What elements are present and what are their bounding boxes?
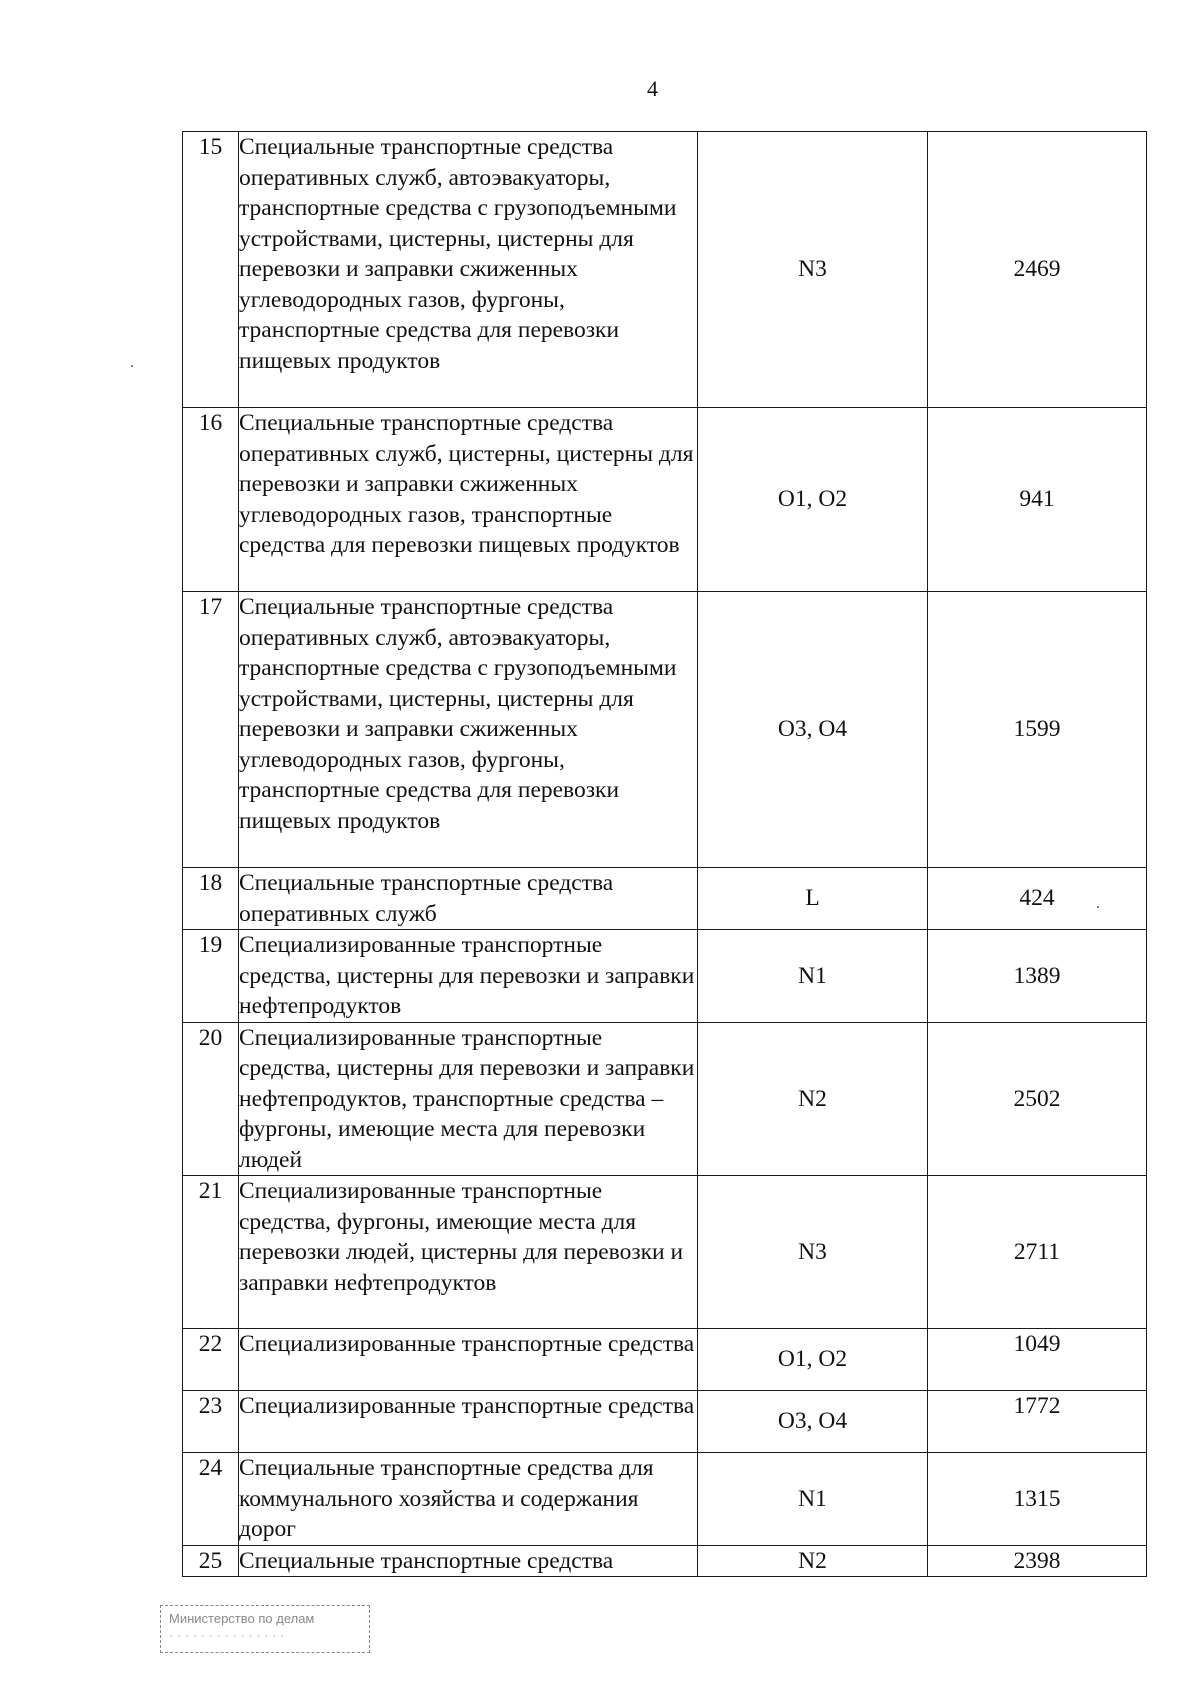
row-value: 1772 [928,1391,1147,1453]
stamp-line: Министерство по делам [169,1611,315,1626]
table-row [183,1545,1147,1577]
row-value: 2502 [928,1022,1147,1176]
row-value: 1315 [928,1453,1147,1546]
row-number: 21 [183,1176,239,1329]
row-category: N3 [698,132,928,408]
row-category: N1 [698,930,928,1023]
row-description: Специализированные транспортные средства [239,1391,698,1453]
row-number: 16 [183,408,239,592]
row-value: 1049 [928,1329,1147,1391]
row-number: 17 [183,592,239,868]
registration-stamp [160,1605,370,1653]
row-category: L [698,868,928,930]
row-category: N2 [698,1022,928,1176]
row-value: 2469 [928,132,1147,408]
table-row [183,930,1147,1023]
row-category: N3 [698,1176,928,1329]
row-description: Специализированные транспортные средства [239,1329,698,1391]
row-category: O1, O2 [698,408,928,592]
table-row [183,1022,1147,1176]
row-number: 22 [183,1329,239,1391]
row-description: Специальные транспортные средства оперативных служб [239,868,698,930]
scan-speck [131,365,133,367]
row-description: Специальные транспортные средства оперативных служб, автоэвакуаторы, транспортные средства с грузоподъемными устройствами, цистерны, цистерны для перевозки и заправки сжиженных углеводородных газов, фургоны, транспортные средства для перевозки пищевых продуктов [239,132,698,408]
table-row [183,868,1147,930]
row-number: 15 [183,132,239,408]
table-row [183,1391,1147,1453]
row-value: 2398 [928,1545,1147,1577]
row-value: 2711 [928,1176,1147,1329]
stamp-line-faded: · · · · · · · · · · · · · · · [169,1628,285,1643]
vehicle-category-table [182,131,1147,1577]
row-category: O1, O2 [698,1329,928,1391]
table-row [183,1453,1147,1546]
row-description: Специализированные транспортные средства, цистерны для перевозки и заправки нефтепродуктов, транспортные средства – фургоны, имеющие места для перевозки людей [239,1022,698,1176]
scan-speck [1097,906,1099,908]
row-description: Специализированные транспортные средства, фургоны, имеющие места для перевозки людей, цистерны для перевозки и заправки нефтепродуктов [239,1176,698,1329]
row-value: 424 [928,868,1147,930]
row-number: 23 [183,1391,239,1453]
row-category: N1 [698,1453,928,1546]
table-row [183,132,1147,408]
row-category: O3, O4 [698,592,928,868]
row-number: 24 [183,1453,239,1546]
row-description: Специальные транспортные средства оперативных служб, автоэвакуаторы, транспортные средства с грузоподъемными устройствами, цистерны, цистерны для перевозки и заправки сжиженных углеводородных газов, фургоны, транспортные средства для перевозки пищевых продуктов [239,592,698,868]
page-number: 4 [647,76,658,101]
row-description: Специальные транспортные средства для коммунального хозяйства и содержания дорог [239,1453,698,1546]
row-number: 19 [183,930,239,1023]
row-value: 1389 [928,930,1147,1023]
row-value: 1599 [928,592,1147,868]
row-description: Специализированные транспортные средства, цистерны для перевозки и заправки нефтепродуктов [239,930,698,1023]
table-row [183,408,1147,592]
table-row [183,1329,1147,1391]
table-row [183,1176,1147,1329]
row-description: Специальные транспортные средства [239,1545,698,1577]
table-row [183,592,1147,868]
row-number: 18 [183,868,239,930]
row-category: N2 [698,1545,928,1577]
row-number: 25 [183,1545,239,1577]
row-value: 941 [928,408,1147,592]
row-number: 20 [183,1022,239,1176]
row-category: O3, O4 [698,1391,928,1453]
row-description: Специальные транспортные средства оперативных служб, цистерны, цистерны для перевозки и заправки сжиженных углеводородных газов, транспортные средства для перевозки пищевых продуктов [239,408,698,592]
